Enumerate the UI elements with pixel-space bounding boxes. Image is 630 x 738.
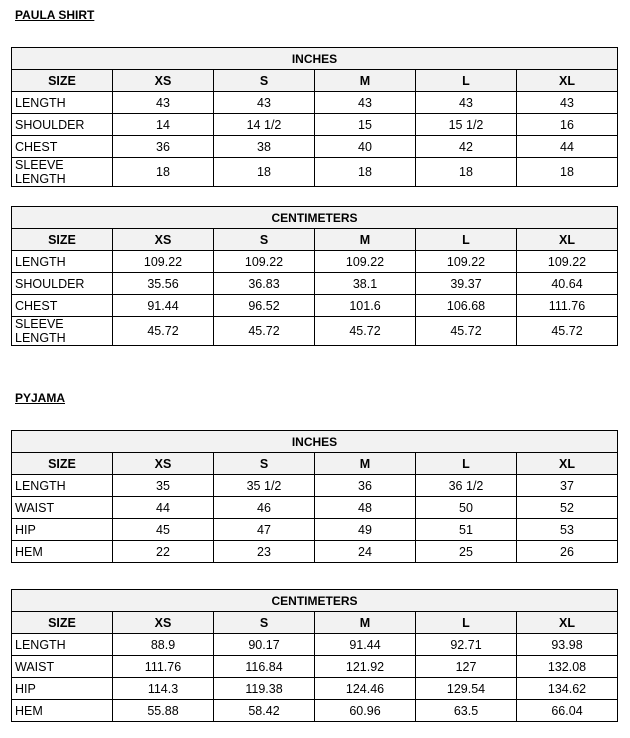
measurement-value: 26 [517,541,618,563]
measurement-value: 35 [113,475,214,497]
table-row [12,475,618,497]
table-row [12,92,618,114]
size-column-header: XL [517,70,618,92]
table-row [12,634,618,656]
measurement-value: 18 [416,158,517,187]
measurement-value: 40 [315,136,416,158]
measurement-value: 39.37 [416,273,517,295]
measurement-value: 45.72 [113,317,214,346]
paula-shirt-centimeters-table [11,206,618,346]
measurement-value: 124.46 [315,678,416,700]
measurement-value: 52 [517,497,618,519]
measurement-value: 91.44 [315,634,416,656]
measurement-value: 18 [315,158,416,187]
measurement-value: 129.54 [416,678,517,700]
measurement-label: WAIST [12,497,113,519]
measurement-label: SHOULDER [12,273,113,295]
measurement-value: 53 [517,519,618,541]
measurement-label: WAIST [12,656,113,678]
pyjama-inches-table [11,430,618,563]
measurement-value: 109.22 [113,251,214,273]
size-column-header: S [214,70,315,92]
size-column-header: M [315,70,416,92]
measurement-label: HIP [12,519,113,541]
measurement-value: 35.56 [113,273,214,295]
measurement-value: 44 [113,497,214,519]
measurement-label: HEM [12,541,113,563]
measurement-value: 38.1 [315,273,416,295]
table-row [12,519,618,541]
measurement-value: 132.08 [517,656,618,678]
measurement-value: 23 [214,541,315,563]
measurement-label: SHOULDER [12,114,113,136]
measurement-value: 66.04 [517,700,618,722]
table-row [12,497,618,519]
measurement-label: HEM [12,700,113,722]
measurement-value: 16 [517,114,618,136]
measurement-value: 43 [315,92,416,114]
table-row [12,700,618,722]
section-title-paula-shirt: PAULA SHIRT [15,8,95,22]
measurement-value: 60.96 [315,700,416,722]
measurement-value: 127 [416,656,517,678]
measurement-value: 38 [214,136,315,158]
measurement-label: SLEEVE LENGTH [12,317,113,346]
size-column-header: S [214,229,315,251]
size-column-header: L [416,70,517,92]
measurement-value: 121.92 [315,656,416,678]
size-column-header: XS [113,453,214,475]
measurement-label: LENGTH [12,251,113,273]
measurement-value: 50 [416,497,517,519]
size-column-header: XS [113,70,214,92]
measurement-value: 15 1/2 [416,114,517,136]
size-header-row [12,229,618,251]
size-column-header: M [315,612,416,634]
measurement-value: 18 [517,158,618,187]
measurement-label: CHEST [12,136,113,158]
measurement-value: 18 [214,158,315,187]
paula-shirt-inches-table [11,47,618,187]
size-header-row [12,612,618,634]
measurement-value: 42 [416,136,517,158]
measurement-value: 116.84 [214,656,315,678]
measurement-label: LENGTH [12,92,113,114]
size-column-header: S [214,453,315,475]
pyjama-centimeters-table [11,589,618,722]
measurement-value: 14 [113,114,214,136]
size-column-header: S [214,612,315,634]
measurement-value: 93.98 [517,634,618,656]
size-column-header: XL [517,612,618,634]
measurement-value: 43 [416,92,517,114]
measurement-value: 43 [113,92,214,114]
size-column-header: M [315,453,416,475]
measurement-value: 36.83 [214,273,315,295]
measurement-value: 47 [214,519,315,541]
measurement-value: 63.5 [416,700,517,722]
size-column-header: L [416,229,517,251]
measurement-value: 36 [113,136,214,158]
size-header-row [12,453,618,475]
table-row [12,158,618,187]
measurement-value: 46 [214,497,315,519]
table-row [12,541,618,563]
measurement-value: 14 1/2 [214,114,315,136]
unit-header-row [12,590,618,612]
measurement-value: 35 1/2 [214,475,315,497]
measurement-value: 45.72 [214,317,315,346]
table-row [12,273,618,295]
table-row [12,678,618,700]
measurement-value: 109.22 [517,251,618,273]
measurement-value: 49 [315,519,416,541]
unit-header-row [12,431,618,453]
measurement-value: 88.9 [113,634,214,656]
size-column-header: XL [517,453,618,475]
size-label: SIZE [12,229,113,251]
measurement-value: 43 [517,92,618,114]
size-column-header: M [315,229,416,251]
measurement-label: HIP [12,678,113,700]
size-label: SIZE [12,612,113,634]
measurement-value: 37 [517,475,618,497]
size-label: SIZE [12,453,113,475]
table-row [12,317,618,346]
measurement-value: 119.38 [214,678,315,700]
section-title-pyjama: PYJAMA [15,391,66,405]
measurement-value: 134.62 [517,678,618,700]
measurement-value: 58.42 [214,700,315,722]
measurement-value: 91.44 [113,295,214,317]
measurement-value: 111.76 [517,295,618,317]
measurement-value: 109.22 [315,251,416,273]
measurement-value: 45.72 [517,317,618,346]
table-row [12,295,618,317]
unit-header: INCHES [12,431,618,453]
measurement-value: 43 [214,92,315,114]
measurement-value: 92.71 [416,634,517,656]
measurement-value: 44 [517,136,618,158]
measurement-label: SLEEVE LENGTH [12,158,113,187]
measurement-value: 45.72 [416,317,517,346]
measurement-value: 45 [113,519,214,541]
unit-header-row [12,207,618,229]
measurement-value: 40.64 [517,273,618,295]
measurement-value: 90.17 [214,634,315,656]
size-column-header: L [416,453,517,475]
measurement-value: 111.76 [113,656,214,678]
measurement-value: 109.22 [416,251,517,273]
measurement-value: 96.52 [214,295,315,317]
measurement-label: LENGTH [12,475,113,497]
measurement-value: 22 [113,541,214,563]
measurement-value: 51 [416,519,517,541]
measurement-value: 45.72 [315,317,416,346]
measurement-value: 25 [416,541,517,563]
measurement-value: 36 1/2 [416,475,517,497]
table-row [12,136,618,158]
unit-header: INCHES [12,48,618,70]
size-column-header: XS [113,612,214,634]
measurement-value: 109.22 [214,251,315,273]
measurement-value: 101.6 [315,295,416,317]
measurement-label: CHEST [12,295,113,317]
table-row [12,251,618,273]
measurement-value: 24 [315,541,416,563]
measurement-value: 15 [315,114,416,136]
unit-header-row [12,48,618,70]
measurement-value: 114.3 [113,678,214,700]
measurement-value: 106.68 [416,295,517,317]
measurement-value: 55.88 [113,700,214,722]
unit-header: CENTIMETERS [12,207,618,229]
size-column-header: L [416,612,517,634]
measurement-value: 18 [113,158,214,187]
measurement-label: LENGTH [12,634,113,656]
measurement-value: 36 [315,475,416,497]
size-column-header: XS [113,229,214,251]
table-row [12,114,618,136]
size-column-header: XL [517,229,618,251]
table-row [12,656,618,678]
unit-header: CENTIMETERS [12,590,618,612]
size-header-row [12,70,618,92]
measurement-value: 48 [315,497,416,519]
size-label: SIZE [12,70,113,92]
